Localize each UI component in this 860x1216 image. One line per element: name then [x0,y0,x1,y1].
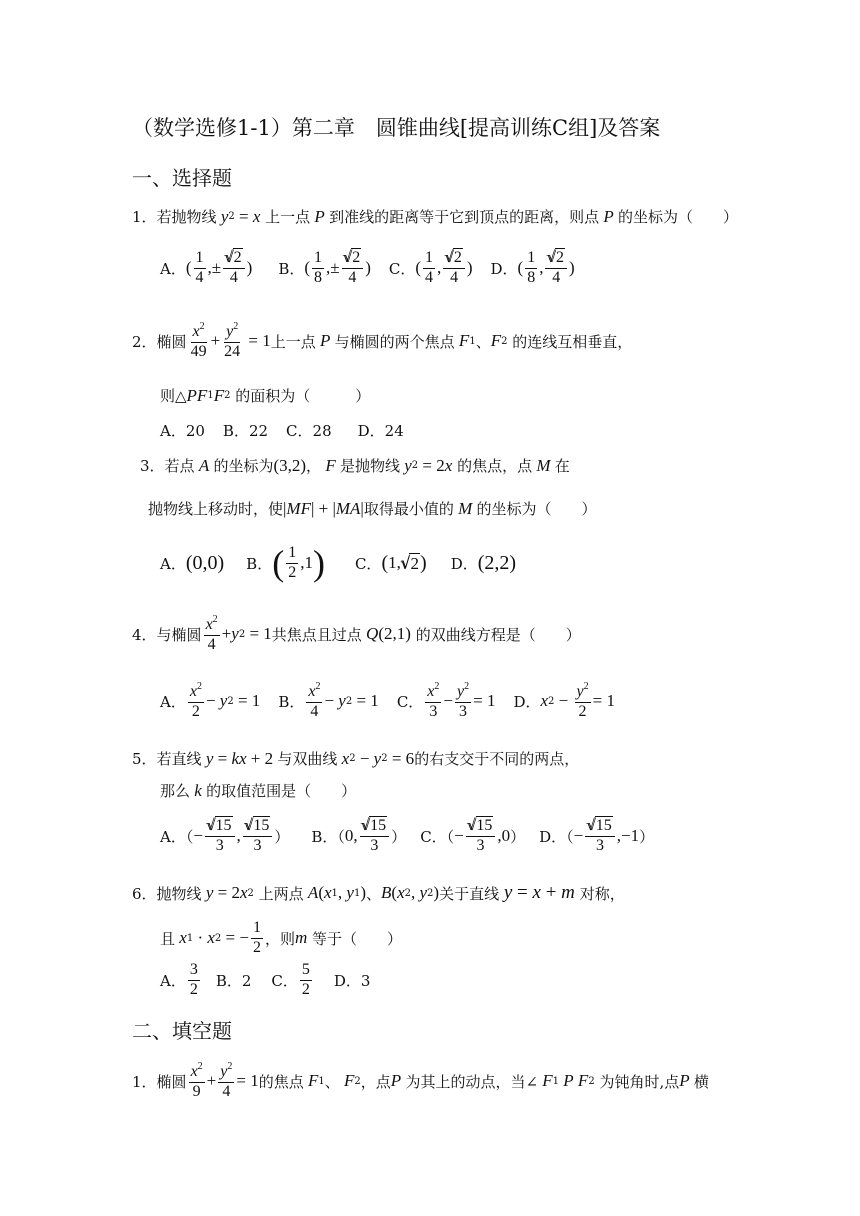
section-choice-heading: 一、选择题 [132,166,232,190]
question-4-options: A． $x^2$ 2 − y 2 = 1 B． $x^2$ 4 − y 2 = 1 C． $x^2$ 3 − $\frac{y^2}{3}$ = 1 D． x 2 − $\frac{y^2}{2}$ = 1 [160,681,615,720]
question-3: 3． 若点 A 的坐标为 (3,2) ， F 是抛物线 y 2 = 2 x 的焦点，点 M 在 [140,455,570,475]
question-4: 4． 与椭圆 $x^2$ 4 + y 2 = 1 共焦点且过点 Q (2,1) 的双曲线方程是（ ） [132,614,581,653]
question-6-options: A． 3 2 B．2 C． 5 2 D．3 [160,961,371,998]
question-5-line2: 那么 k 的取值范围是（ ） [160,780,357,800]
question-2: 2． 椭圆 $x^2$ 49 + $\frac{y^2}{24}$ = 1 上一点 P 与椭圆的两个焦点 F 1 、 F 2 的连线互相垂直， [132,321,633,360]
question-6-line2: 且 x 1 · x 2 = − $\frac{1}{2}$ ，则 m 等于（ ） [160,919,403,956]
question-5: 5． 若直线 y = kx + 2 与双曲线 x 2 − y 2 = 6 的右支交于不同的两点， [132,748,580,768]
question-1-options: A． ( 1 4 ,± $\frac{√√ 2}{4}$ ) B． ( 1 8 ,± $\frac{√√ 2}{4}$ ) C． ( 1 4 , √√ 2 4 ) D． ( 1 8 , √√ 2 4 ) [160,250,575,287]
question-1: 1． 若抛物线 y 2 = x 上一点 P 到准线的距离等于它到顶点的距离，则点 P 的坐标为（ ） [132,206,738,226]
document-title: （数学选修1-1）第二章 圆锥曲线[提高训练C组]及答案 [132,116,661,140]
question-3-options: A． (0,0) B． ( 1 2 ,1 ) C． ( 1,√ √ 2 ) D． (2,2) [160,545,516,582]
question-2-options: A．20 B．22 C．28 D．24 [160,422,404,440]
question-6: 6． 抛物线 y = 2 x 2 上两点 A ( x 1 , y 1 ) 、 B ( x 2 , y 2 ) 关于直线 y = x + m 对称， [132,882,625,903]
fill-question-1: 1． 椭圆 $x^2$ 9 + $\frac{y^2}{4}$ = 1 的焦点 F 1 、 F 2 ，点 P 为其上的动点，当∠ F 1 P F 2 为钝角时,点 P 横 [132,1061,709,1100]
question-5-options: A．（ − $\frac{√√ 15}{3}$ , √√ 15 3 ） B．（ 0, √√ 15 3 ） C．（ − $\frac{√√ 15}{3}$ ,0 ） D．（ − $\frac{√√ 15}{3}$ ,−1 ） [160,818,654,855]
question-2-line2: 则△ PF 1 F 2 的面积为（ ） [160,385,371,405]
question-3-line2: 抛物线上移动时，使 | MF | + | MA | 取得最小值的 M 的坐标为（ ） [148,498,597,518]
section-fill-heading: 二、填空题 [132,1019,232,1043]
